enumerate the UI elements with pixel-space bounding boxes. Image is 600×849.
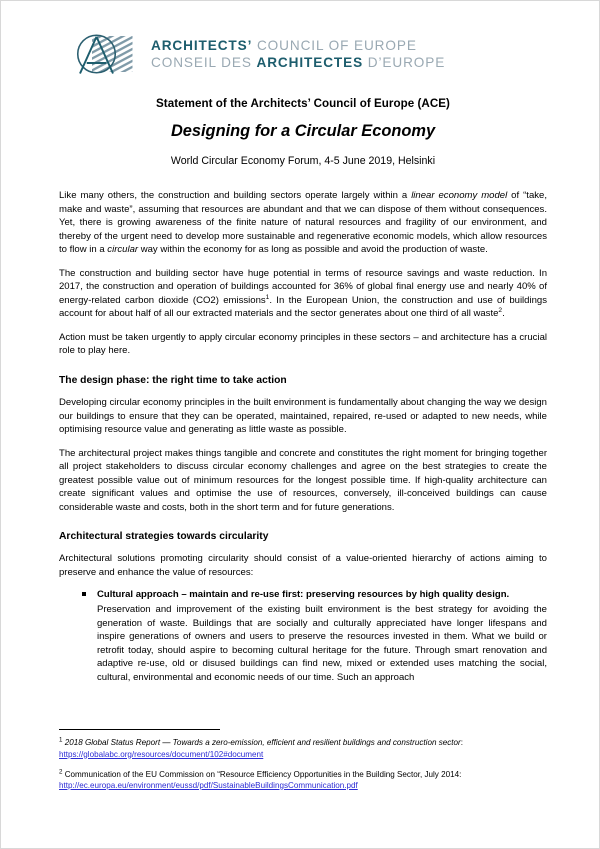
page-content xyxy=(1,1,599,684)
footnote-1-suffix: : xyxy=(460,738,464,748)
footnote-ref-2[interactable]: 2 xyxy=(498,307,503,315)
paragraph-4: Developing circular economy principles in the built environment is fundamentally about changing the way we design our buildings to ensure that they can be operated, maintained, repaired, re-used or adapted to new needs, while optimising resource value and generating as little waste as possible. xyxy=(59,397,547,436)
document-body xyxy=(59,189,547,684)
footnote-2 xyxy=(59,769,547,791)
logo-text-council-of-europe: COUNCIL OF EUROPE xyxy=(256,37,417,53)
p2-part-c: . xyxy=(502,308,505,320)
logo-text-conseil-des: CONSEIL DES xyxy=(151,55,252,70)
event-subtitle: World Circular Economy Forum, 4-5 June 2019, Helsinki xyxy=(170,155,436,167)
paragraph-5: The architectural project makes things tangible and concrete and constitutes the right moment for bringing together all project stakeholders to discuss circular economy challenges and agree on the best strategies to create the greatest possible value out of minimum resources for the longest possible time. If high-quality architecture can create significant values and optimise the use of resources, conversely, ill-conceived buildings can cause considerable waste and costs, both in the short term and for future generations. xyxy=(59,447,547,513)
logo-text-architects: ARCHITECTS’ xyxy=(151,37,253,53)
section-heading-architectural-strategies: Architectural strategies towards circularity xyxy=(59,531,269,543)
logo-line-french xyxy=(151,54,445,71)
square-bullet-icon xyxy=(82,592,86,596)
paragraph-2 xyxy=(59,267,547,321)
paragraph-1 xyxy=(59,189,547,257)
ace-logo-masthead xyxy=(59,21,547,83)
footnote-2-marker: 2 xyxy=(59,768,63,775)
bullet-heading: Cultural approach – maintain and re-use first: preserving resources by high quality design. xyxy=(97,589,510,601)
paragraph-6: Architectural solutions promoting circularity should consist of a value-oriented hierarchy of actions aiming to preserve and enhance the value of resources: xyxy=(59,553,547,578)
footnote-2-text: Communication of the EU Commission on “Resource Efficiency Opportunities in the Building Sector, July 2014 xyxy=(64,769,460,779)
footnote-2-suffix: : xyxy=(459,769,462,779)
p1-part-a: Like many others, the construction and building sectors operate largely within a xyxy=(59,190,412,201)
footnote-1-text: 2018 Global Status Report — Towards a zero-emission, efficient and resilient buildings and construction sector xyxy=(64,738,461,748)
bullet-text: Preservation and improvement of the existing built environment is the best strategy for avoiding the generation of waste. Buildings that are socially and culturally appreciated have longer lifespans and inspire generations of owners and users to preserve the resources invested in them. What we build or retrofit today, should aspire to becoming cultural heritage for the future. Through smart renovation and adaptive re-use, old or disused buildings can find new, mixed or extended uses matching the social, cultural, environmental and economic needs of our time. Such an approach xyxy=(97,604,547,683)
p2-part-b: . In the European Union, the construction and use of buildings account for about half of all our extracted materials and the sector generates about one third of all waste xyxy=(59,294,548,320)
p1-italic-circular: circular xyxy=(107,244,139,256)
p1-part-c: way within the economy for as long as possible and avoid the production of waste. xyxy=(138,244,488,256)
statement-line: Statement of the Architects’ Council of Europe (ACE) xyxy=(156,97,450,110)
footnote-2-link[interactable]: http://ec.europa.eu/environment/eussd/pdf/SustainableBuildingsCommunication.pdf xyxy=(59,780,358,790)
logo-line-english xyxy=(151,37,445,54)
logo-text-deurope: D’EUROPE xyxy=(367,55,446,70)
footnote-1-marker: 1 xyxy=(59,736,63,744)
footnote-1-link[interactable]: https://globalabc.org/resources/document/102#document xyxy=(59,749,264,759)
p1-italic-linear-economy-model: linear economy model xyxy=(411,190,508,201)
p2-part-a: The construction and building sector have huge potential in terms of resource savings and waste reduction. In 2017, the construction and operation of buildings accounted for 36% of global final energy use and nearly 40% of energy-related carbon dioxide (CO2) emissions xyxy=(59,267,547,306)
section-heading-design-phase: The design phase: the right time to take action xyxy=(59,375,287,387)
footnotes-area xyxy=(59,729,547,800)
footnote-separator xyxy=(59,729,220,730)
p1-part-b: of “take, make and waste”, assuming that resources are abundant and that we can dispose of them without consequences. Yet, there is growing awareness of the finite nature of natural resources and fragility of our environment, and thereby of the urgent need to develop more sustainable and regenerative economic models, which allow resources to flow in a xyxy=(59,190,547,256)
list-item xyxy=(59,588,547,684)
paragraph-3: Action must be taken urgently to apply circular economy principles in these sectors – and architecture has a crucial role to play here. xyxy=(59,331,547,357)
page-title: Designing for a Circular Economy xyxy=(170,122,436,140)
strategy-bullet-list xyxy=(59,588,547,684)
ace-monogram-a-icon xyxy=(65,29,137,79)
ace-logo-wordmark xyxy=(151,37,445,72)
logo-text-architectes: ARCHITECTES xyxy=(256,55,364,70)
footnote-ref-1[interactable]: 1 xyxy=(265,293,270,301)
footnote-1 xyxy=(59,737,547,759)
